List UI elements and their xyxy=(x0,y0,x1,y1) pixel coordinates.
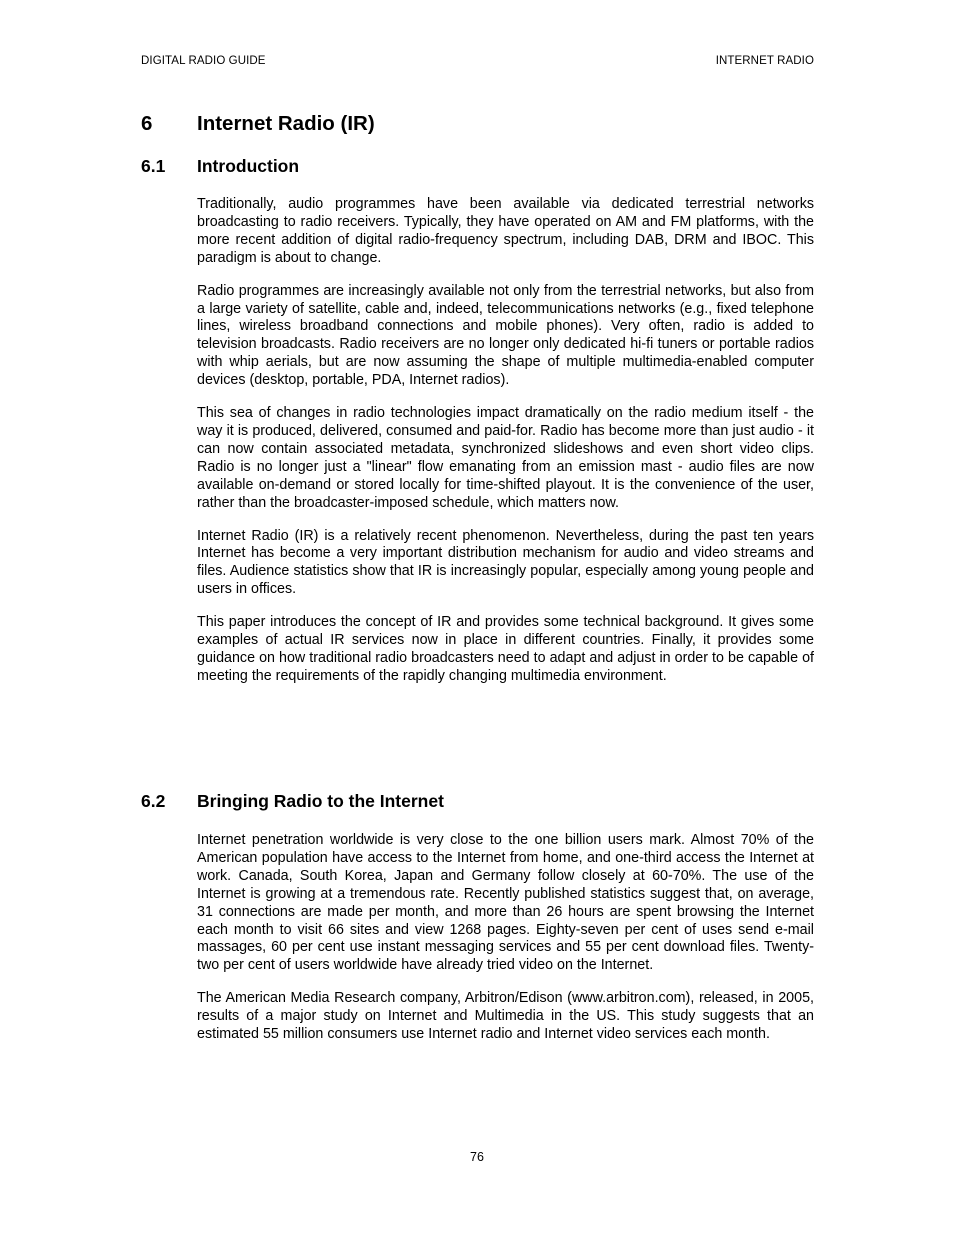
chapter-heading xyxy=(141,112,375,136)
section-title: Bringing Radio to the Internet xyxy=(197,791,444,811)
paragraph: This paper introduces the concept of IR and provides some technical background. It gives some examples of actual IR services now in place in different countries. Finally, it provides some guidance on how traditional radio broadcasters need to adapt and adjust in order to be capable of meeting the requirements of the rapidly changing multimedia environment. xyxy=(197,614,814,684)
section-heading-introduction xyxy=(141,156,299,177)
paragraph: This sea of changes in radio technologies impact dramatically on the radio medium itself - the way it is produced, delivered, consumed and paid-for. Radio has become more than just audio - it can now contain associated metadata, synchronized slideshows and even short video clips. Radio is no longer just a "linear" flow emanating from an emission mast - audio files are now available on-demand or stored locally for time-shifted playout. It is the convenience of the user, rather than the broadcaster-imposed schedule, which matters now. xyxy=(197,405,814,511)
section-number: 6.2 xyxy=(141,791,166,811)
paragraph: Internet Radio (IR) is a relatively recent phenomenon. Nevertheless, during the past ten years Internet has become a very important distribution mechanism for audio and video streams and files. Audience statistics show that IR is increasingly popular, especially among young people and users in offices. xyxy=(197,527,814,598)
running-header xyxy=(141,55,814,67)
section-title: Introduction xyxy=(197,156,300,176)
section-body-bringing-radio xyxy=(197,832,814,1059)
paragraph: Internet penetration worldwide is very close to the one billion users mark. Almost 70% of the American population have access to the Internet from home, and one-third access the Internet at work. Canada, South Korea, Japan and Germany follow closely at 60-70%. The use of the Internet is growing at a tremendous rate. Recently published statistics suggest that, on average, 31 connections are made per month, and more than 26 hours are spent browsing the Internet each month to visit 66 sites and view 1268 pages. Eighty-seven per cent of uses send e-mail massages, 60 per cent use instant messaging services and 55 per cent download files. Twenty-two per cent of users worldwide have already tried video on the Internet. xyxy=(197,832,814,974)
chapter-title: Internet Radio (IR) xyxy=(197,112,375,135)
paragraph: Radio programmes are increasingly available not only from the terrestrial networks, but also from a large variety of satellite, cable and, indeed, telecommunications networks (e.g., fixed telephone lines, wireless broadband connections and mobile phones). Very often, radio is added to television broadcasts. Radio receivers are no longer only dedicated hi-fi tuners or portable radios with whip aerials, but are now assuming the shape of multiple multimedia-enabled computer devices (desktop, portable, PDA, Internet radios). xyxy=(197,282,814,389)
header-left-title: DIGITAL RADIO GUIDE xyxy=(141,55,266,67)
paragraph: Traditionally, audio programmes have been available via dedicated terrestrial networks broadcasting to radio receivers. Typically, they have operated on AM and FM platforms, with the more recent addition of digital radio-frequency spectrum, including DAB, DRM and IBOC. This paradigm is about to change. xyxy=(197,196,814,266)
section-body-introduction xyxy=(197,196,814,701)
section-number: 6.1 xyxy=(141,156,166,176)
section-heading-bringing-radio xyxy=(141,791,444,812)
paragraph: The American Media Research company, Arbitron/Edison (www.arbitron.com), released, in 2005, results of a major study on Internet and Multimedia in the US. This study suggests that an estimated 55 million consumers use Internet radio and Internet video services each month. xyxy=(197,990,814,1043)
page-number: 76 xyxy=(470,1150,484,1164)
chapter-number: 6 xyxy=(141,112,153,135)
header-right-title: INTERNET RADIO xyxy=(715,55,814,67)
